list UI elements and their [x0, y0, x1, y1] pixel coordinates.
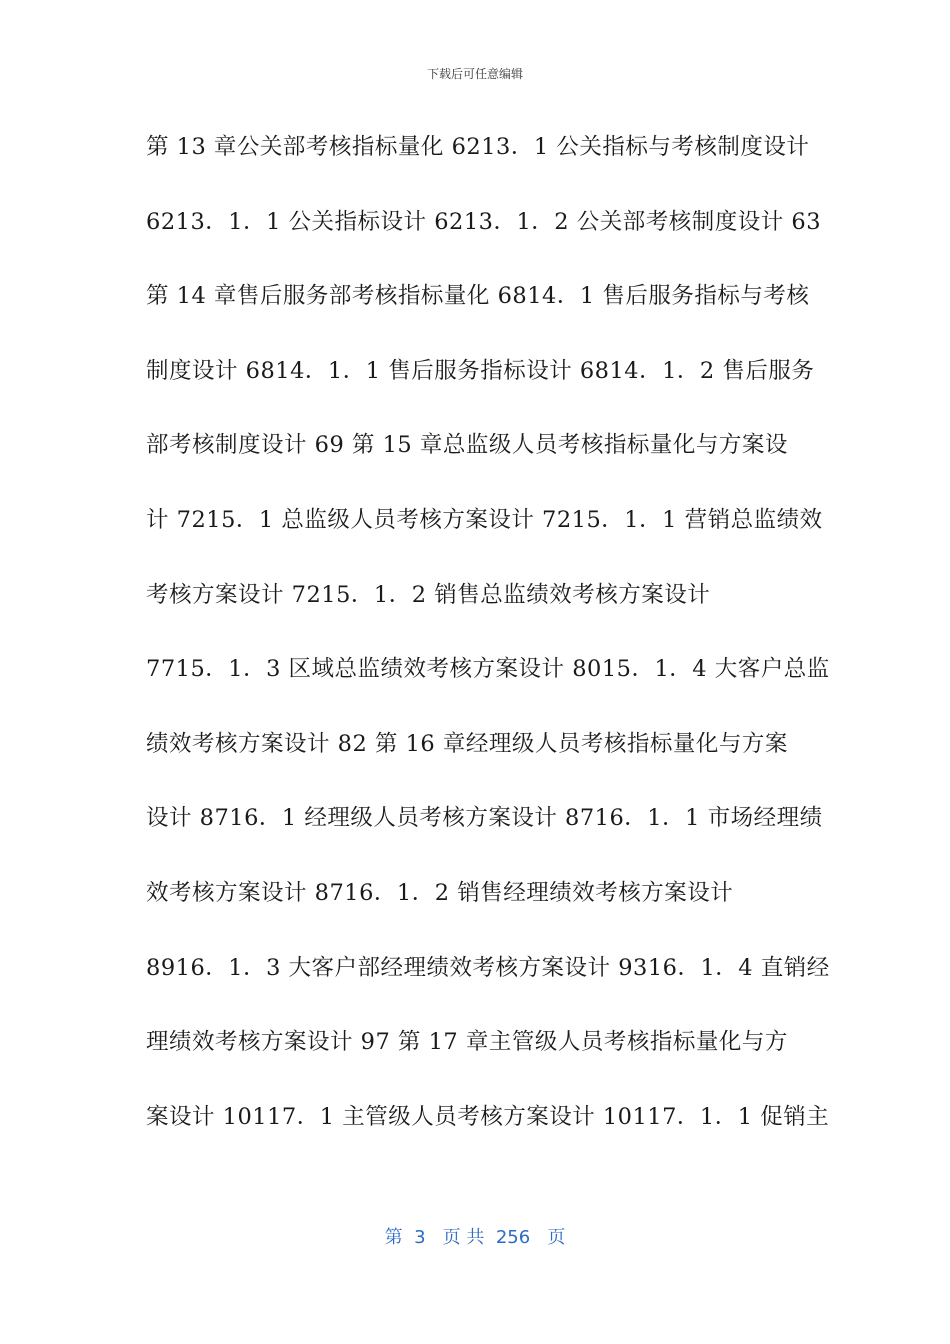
- page-header: 下载后可任意编辑: [426, 67, 523, 81]
- text-line: 部考核制度设计 69 第 15 章总监级人员考核指标量化与方案设: [146, 432, 788, 459]
- text-line: 制度设计 6814．1．1 售后服务指标设计 6814．1．2 售后服务: [146, 357, 815, 384]
- text-line: 理绩效考核方案设计 97 第 17 章主管级人员考核指标量化与方: [146, 1029, 788, 1056]
- text-line: 案设计 10117．1 主管级人员考核方案设计 10117．1．1 促销主: [146, 1103, 830, 1130]
- text-line: 第 13 章公关部考核指标量化 6213．1 公关指标与考核制度设计: [146, 134, 810, 160]
- page-number-footer: 第 3 页 共 256 页: [384, 1227, 566, 1248]
- text-line: 绩效考核方案设计 82 第 16 章经理级人员考核指标量化与方案: [146, 730, 788, 757]
- text-line: 计 7215．1 总监级人员考核方案设计 7215．1．1 营销总监绩效: [146, 506, 823, 533]
- text-line: 7715．1．3 区域总监绩效考核方案设计 8015．1．4 大客户总监: [146, 656, 830, 683]
- text-line: 6213．1．1 公关指标设计 6213．1．2 公关部考核制度设计 63: [146, 208, 822, 235]
- text-line: 效考核方案设计 8716．1．2 销售经理绩效考核方案设计: [146, 879, 734, 906]
- text-line: 考核方案设计 7215．1．2 销售总监绩效考核方案设计: [146, 581, 711, 608]
- text-line: 第 14 章售后服务部考核指标量化 6814．1 售后服务指标与考核: [146, 283, 810, 310]
- document-body: [146, 122, 830, 1166]
- text-line: 设计 8716．1 经理级人员考核方案设计 8716．1．1 市场经理绩: [146, 805, 823, 832]
- text-line: 8916．1．3 大客户部经理绩效考核方案设计 9316．1．4 直销经: [146, 954, 830, 981]
